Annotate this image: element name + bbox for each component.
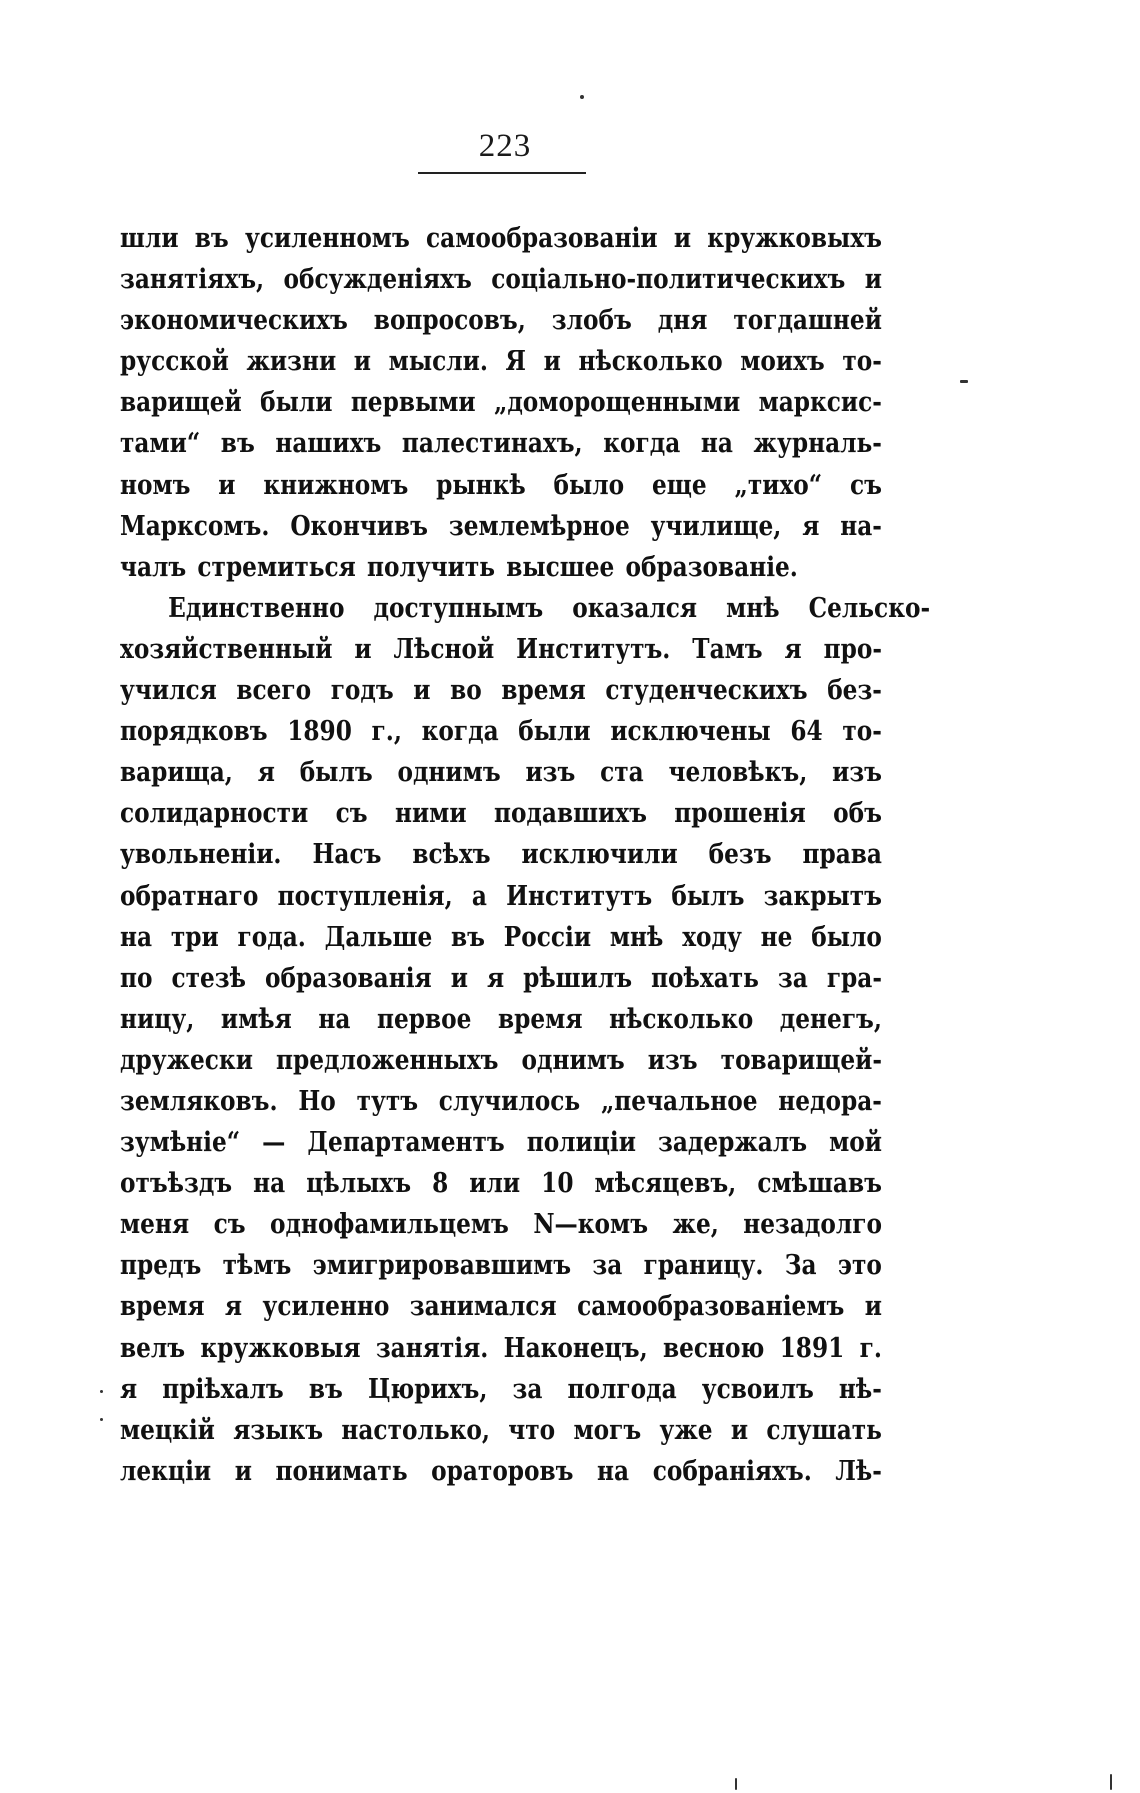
word: г.,: [371, 716, 402, 748]
text-line: [120, 382, 882, 423]
word: Наконецъ,: [503, 1332, 648, 1364]
word: Насъ: [312, 839, 382, 871]
word: незадолго: [743, 1209, 882, 1241]
text-line: [120, 300, 882, 341]
header-rule: [418, 172, 586, 174]
word: занимался: [409, 1291, 557, 1323]
word: усвоилъ: [701, 1373, 814, 1405]
word: 64: [790, 716, 823, 748]
word: землемѣрное: [448, 510, 630, 542]
word: кружковыя: [200, 1332, 361, 1364]
word: и: [673, 223, 692, 254]
scan-speck: [735, 1778, 737, 1790]
text-line: [120, 218, 882, 259]
word: мѣсяцевъ,: [594, 1168, 737, 1200]
word: на: [120, 921, 153, 953]
word: подавшихъ: [493, 798, 647, 830]
word: это: [837, 1250, 882, 1282]
word: Марксомъ.: [120, 510, 270, 542]
word: „тихо“: [734, 469, 823, 501]
text-line: [120, 506, 882, 547]
word: тутъ: [356, 1085, 419, 1117]
word: и: [450, 962, 468, 994]
word: —: [262, 1127, 286, 1159]
text-line: [120, 629, 882, 670]
word: стезѣ: [171, 962, 246, 994]
text-line: [120, 1286, 882, 1327]
word: Я: [505, 346, 527, 378]
word: было: [553, 469, 625, 501]
word: объ: [833, 798, 882, 830]
scan-speck: [1110, 1774, 1112, 1790]
word: За: [784, 1250, 817, 1282]
word: я: [784, 633, 802, 665]
word: изъ: [525, 757, 576, 789]
word: занятiяхъ,: [120, 264, 265, 296]
word: училище,: [650, 510, 782, 542]
word: слушать: [766, 1414, 882, 1446]
word: самообразованiи: [426, 223, 658, 254]
word: Дальше: [324, 921, 433, 953]
word: варищей: [120, 387, 242, 419]
word: Тамъ: [692, 633, 763, 665]
text-line: [120, 423, 882, 464]
word: по: [120, 962, 153, 994]
word: время: [498, 1003, 583, 1035]
word: смѣшавъ: [757, 1168, 882, 1200]
word: за: [777, 962, 808, 994]
word: ста: [600, 757, 644, 789]
word: зумѣнiе“: [120, 1127, 241, 1159]
text-line: [120, 259, 882, 300]
word: а: [471, 880, 487, 912]
text-line: [120, 1451, 882, 1492]
word: всѣхъ: [412, 839, 491, 871]
word: меня: [120, 1209, 190, 1241]
word: нѣ-: [838, 1373, 882, 1405]
word: стремиться: [197, 551, 356, 583]
word: однимъ: [397, 757, 501, 789]
word: время: [120, 1291, 205, 1323]
word: злобъ: [551, 305, 632, 337]
word: были: [260, 387, 333, 419]
word: Но: [298, 1085, 336, 1117]
text-line: [120, 1163, 882, 1204]
text-line: [120, 752, 882, 793]
word: первое: [377, 1003, 472, 1035]
text-line: [120, 711, 882, 752]
text-line: [120, 1245, 882, 1286]
word: отъѣздъ: [120, 1168, 233, 1200]
word: занятiя.: [375, 1332, 489, 1364]
word: „доморощенными: [493, 387, 741, 419]
text-line: [120, 1328, 882, 1369]
word: и: [354, 633, 372, 665]
word: и: [353, 346, 372, 378]
word: мнѣ: [609, 921, 664, 953]
word: за: [512, 1373, 543, 1405]
word: рѣшилъ: [523, 962, 633, 994]
word: хозяйственный: [120, 633, 333, 665]
word: цѣлыхъ: [306, 1168, 412, 1200]
text-line: [120, 588, 930, 629]
word: съ: [335, 798, 368, 830]
word: на: [700, 428, 733, 460]
word: я: [486, 962, 505, 994]
word: границу.: [643, 1250, 764, 1282]
word: кружковыхъ: [707, 223, 882, 254]
word: мецкiй: [120, 1414, 215, 1446]
word: на-: [840, 510, 882, 542]
word: полицiи: [526, 1127, 636, 1159]
word: образованiя: [264, 962, 432, 994]
word: всего: [236, 675, 312, 707]
word: эмигрировавшимъ: [312, 1250, 572, 1282]
word: дружески: [120, 1044, 253, 1076]
word: палестинахъ,: [401, 428, 583, 460]
word: 1891: [779, 1332, 845, 1364]
word: три: [170, 921, 219, 953]
word: весною: [662, 1332, 765, 1364]
word: тами“: [120, 428, 201, 460]
text-line: [120, 547, 882, 588]
word: и: [864, 1291, 882, 1323]
word: на: [318, 1003, 351, 1035]
word: книжномъ: [263, 469, 409, 501]
word: ораторовъ: [431, 1455, 574, 1487]
word: товарищей-: [720, 1044, 882, 1076]
text-line: [120, 1040, 882, 1081]
word: прiѣхалъ: [162, 1373, 284, 1405]
word: человѣкъ,: [668, 757, 808, 789]
word: мой: [829, 1127, 882, 1159]
word: языкъ: [233, 1414, 324, 1446]
body-text: [120, 218, 931, 1492]
word: Департаментъ: [307, 1127, 505, 1159]
word: то-: [842, 346, 882, 378]
text-line: [120, 793, 882, 834]
text-line: [120, 1204, 882, 1245]
text-line: [120, 999, 882, 1040]
text-line: [120, 834, 882, 875]
word: или: [469, 1168, 521, 1200]
word: нѣсколько: [609, 1003, 754, 1035]
word: поступленiя,: [277, 880, 453, 912]
word: имѣя: [220, 1003, 292, 1035]
word: я: [224, 1291, 243, 1323]
scan-speck: [100, 1418, 103, 1421]
page-number: 223: [478, 128, 532, 164]
word: я: [802, 510, 820, 542]
text-line: [120, 958, 882, 999]
word: и: [543, 346, 561, 378]
word: моихъ: [740, 346, 825, 378]
word: доступнымъ: [373, 592, 544, 624]
word: права: [802, 839, 882, 871]
word: нашихъ: [275, 428, 382, 460]
word: ними: [394, 798, 467, 830]
word: 1890: [287, 716, 352, 748]
word: настолько,: [341, 1414, 490, 1446]
word: былъ: [299, 757, 373, 789]
word: исключили: [521, 839, 678, 871]
scan-speck: [100, 1390, 103, 1393]
word: усиленномъ: [244, 223, 410, 254]
word: то-: [842, 716, 882, 748]
word: солидарности: [120, 798, 309, 830]
word: Институтъ: [506, 880, 653, 912]
word: я: [120, 1373, 138, 1405]
word: студенческихъ: [605, 675, 808, 707]
word: учился: [120, 675, 217, 707]
word: въ: [194, 223, 229, 254]
word: же,: [672, 1209, 719, 1241]
word: шли: [120, 223, 179, 254]
word: Лѣсной: [393, 633, 495, 665]
word: за: [592, 1250, 623, 1282]
word: Окончивъ: [290, 510, 428, 542]
word: мнѣ: [726, 592, 780, 624]
text-line: [120, 1369, 882, 1410]
word: варища,: [120, 757, 233, 789]
word: въ: [451, 921, 485, 953]
word: порядковъ: [120, 716, 268, 748]
word: и: [864, 264, 882, 296]
word: въ: [220, 428, 255, 460]
word: нѣсколько: [578, 346, 723, 378]
word: недора-: [778, 1085, 882, 1117]
word: 10: [541, 1168, 574, 1200]
word: когда: [603, 428, 681, 460]
word: съ: [213, 1209, 246, 1241]
word: образованiе.: [625, 551, 798, 583]
scan-speck: [580, 95, 584, 99]
word: прошенiя: [674, 798, 806, 830]
word: Сельско-: [808, 592, 931, 624]
word: г.: [859, 1332, 882, 1364]
word: годъ: [330, 675, 394, 707]
scan-speck: [960, 380, 968, 383]
word: когда: [421, 716, 499, 748]
word: увольненiи.: [120, 839, 282, 871]
word: журналь-: [753, 428, 882, 460]
text-line: [120, 341, 882, 382]
word: лекцiи: [120, 1455, 212, 1487]
word: тѣмъ: [222, 1250, 292, 1282]
word: я: [257, 757, 275, 789]
word: съ: [849, 469, 882, 501]
word: гра-: [826, 962, 882, 994]
text-line: [120, 1081, 882, 1122]
word: закрытъ: [763, 880, 882, 912]
word: безъ: [708, 839, 772, 871]
text-line: [120, 1410, 882, 1451]
word: былъ: [671, 880, 745, 912]
word: и: [413, 675, 431, 707]
word: на: [253, 1168, 286, 1200]
word: Институтъ.: [516, 633, 671, 665]
word: полгода: [567, 1373, 677, 1405]
word: „печальное: [600, 1085, 758, 1117]
word: Единственно: [168, 592, 345, 624]
word: поѣхать: [651, 962, 759, 994]
word: экономическихъ: [120, 305, 348, 337]
word: уже: [659, 1414, 713, 1446]
word: самообразованiемъ: [577, 1291, 845, 1323]
word: могъ: [573, 1414, 642, 1446]
word: получить: [366, 551, 496, 583]
word: во: [450, 675, 482, 707]
word: въ: [308, 1373, 343, 1405]
word: дня: [657, 305, 708, 337]
text-line: [120, 1122, 882, 1163]
word: и: [234, 1455, 252, 1487]
word: чалъ: [120, 551, 187, 583]
word: оказался: [572, 592, 698, 624]
word: усиленно: [262, 1291, 390, 1323]
word: обсужденiяхъ: [283, 264, 472, 296]
word: вопросовъ,: [373, 305, 526, 337]
word: ницу,: [120, 1003, 195, 1035]
word: N—комъ: [533, 1209, 649, 1241]
word: обратнаго: [120, 880, 259, 912]
word: первыми: [350, 387, 476, 419]
word: собранiяхъ.: [652, 1455, 812, 1487]
word: однофамильцемъ: [269, 1209, 509, 1241]
word: на: [597, 1455, 630, 1487]
word: были: [518, 716, 591, 748]
word: и: [730, 1414, 749, 1446]
word: не: [760, 921, 793, 953]
word: время: [501, 675, 586, 707]
word: Лѣ-: [835, 1455, 882, 1487]
word: без-: [827, 675, 882, 707]
word: задержалъ: [658, 1127, 808, 1159]
word: номъ: [120, 469, 191, 501]
word: что: [508, 1414, 556, 1446]
word: жизни: [246, 346, 337, 378]
text-line: [120, 465, 882, 506]
word: про-: [823, 633, 882, 665]
word: изъ: [647, 1044, 698, 1076]
word: года.: [237, 921, 306, 953]
word: марксис-: [758, 387, 882, 419]
word: еще: [651, 469, 707, 501]
text-line: [120, 917, 882, 958]
word: изъ: [832, 757, 882, 789]
word: исключены: [610, 716, 771, 748]
word: велъ: [120, 1332, 186, 1364]
word: понимать: [275, 1455, 408, 1487]
word: случилось: [438, 1085, 581, 1117]
word: соцiально-политическихъ: [491, 264, 846, 296]
word: денегъ,: [779, 1003, 882, 1035]
word: 8: [432, 1168, 449, 1200]
word: русской: [120, 346, 229, 378]
word: и: [218, 469, 236, 501]
text-line: [120, 876, 882, 917]
word: мысли.: [388, 346, 488, 378]
word: однимъ: [521, 1044, 625, 1076]
word: Россiи: [503, 921, 592, 953]
text-line: [120, 670, 882, 711]
word: высшее: [506, 551, 615, 583]
word: Цюрихъ,: [367, 1373, 488, 1405]
word: рынкѣ: [436, 469, 526, 501]
word: ходу: [682, 921, 742, 953]
word: тогдашней: [733, 305, 882, 337]
word: было: [811, 921, 882, 953]
word: предложенныхъ: [275, 1044, 499, 1076]
word: предъ: [120, 1250, 202, 1282]
word: земляковъ.: [120, 1085, 278, 1117]
